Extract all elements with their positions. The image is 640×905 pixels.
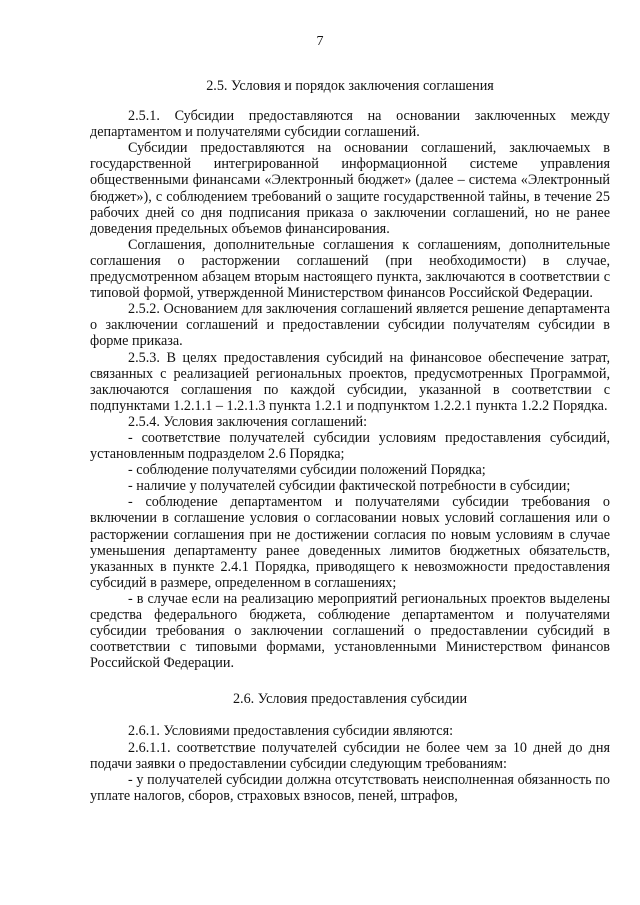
paragraph: 2.5.1. Субсидии предоставляются на основании заключенных между департаментом и получателями субсидии соглашений. bbox=[90, 108, 610, 141]
paragraph: Субсидии предоставляются на основании соглашений, заключаемых в государственной интегрированной информационной системе управления общественными финансами «Электронный бюджет» (далее – система «Электронный бюджет»), с соблюдением требований о защите государственной тайны, в течение 25 рабочих дней со дня подписания приказа о заключении соглашений, но не ранее доведения предельных объемов финансирования. bbox=[90, 140, 610, 237]
paragraph: 2.6.1. Условиями предоставления субсидии являются: bbox=[128, 723, 454, 740]
paragraph: 2.5.2. Основанием для заключения соглашений является решение департамента о заключении соглашений и предоставлении субсидии получателям субсидии в форме приказа. bbox=[90, 301, 610, 350]
list-item: - соблюдение департаментом и получателями субсидии требования о включении в соглашение условия о согласовании новых условий соглашения или о расторжении соглашения при не достижении согласия по новым условиям в случае уменьшения департаменту ранее доведенных лимитов бюджетных обязательств, указанных в пункте 2.4.1 Порядка, приводящего к невозможности предоставления субсидий в размере, определенном в соглашениях; bbox=[90, 494, 610, 591]
page-number: 7 bbox=[316, 34, 324, 49]
section-heading-2-6: 2.6. Условия предоставления субсидии bbox=[232, 691, 468, 708]
paragraph: 2.6.1.1. соответствие получателей субсидии не более чем за 10 дней до дня подачи заявки о предоставлении субсидии следующим требованиям: bbox=[90, 739, 610, 772]
document-body bbox=[90, 72, 610, 804]
list-item: - в случае если на реализацию мероприятий региональных проектов выделены средства федерального бюджета, соблюдение департаментом и получателями субсидии требования о заключении соглашений о предоставлении субсидий в соответствии с типовыми формами, установленными Министерством финансов Российской Федерации. bbox=[90, 590, 610, 672]
list-item: - соответствие получателей субсидии условиям предоставления субсидий, установленным подразделом 2.6 Порядка; bbox=[90, 429, 610, 463]
list-item: - у получателей субсидии должна отсутствовать неисполненная обязанность по уплате налогов, сборов, страховых взносов, пеней, штрафов, bbox=[90, 771, 610, 804]
paragraph: 2.5.3. В целях предоставления субсидий на финансовое обеспечение затрат, связанных с реализацией региональных проектов, предусмотренных Программой, заключаются соглашения по каждой субсидии, указанной в соответствии с подпунктами 1.2.1.1 – 1.2.1.3 пункта 1.2.1 и подпунктом 1.2.2.1 пункта 1.2.2 Порядка. bbox=[90, 349, 610, 414]
list-item: - наличие у получателей субсидии фактической потребности в субсидии; bbox=[128, 478, 571, 495]
paragraph: Соглашения, дополнительные соглашения к соглашениям, дополнительные соглашения о расторжении соглашений (при необходимости) в случае, предусмотренном абзацем вторым настоящего пункта, заключаются в соответствии с типовой формой, утвержденной Министерством финансов Российской Федерации. bbox=[90, 236, 610, 302]
paragraph: 2.5.4. Условия заключения соглашений: bbox=[128, 413, 368, 430]
list-item: - соблюдение получателями субсидии положений Порядка; bbox=[128, 462, 486, 479]
section-heading-2-5: 2.5. Условия и порядок заключения соглашения bbox=[206, 78, 494, 94]
